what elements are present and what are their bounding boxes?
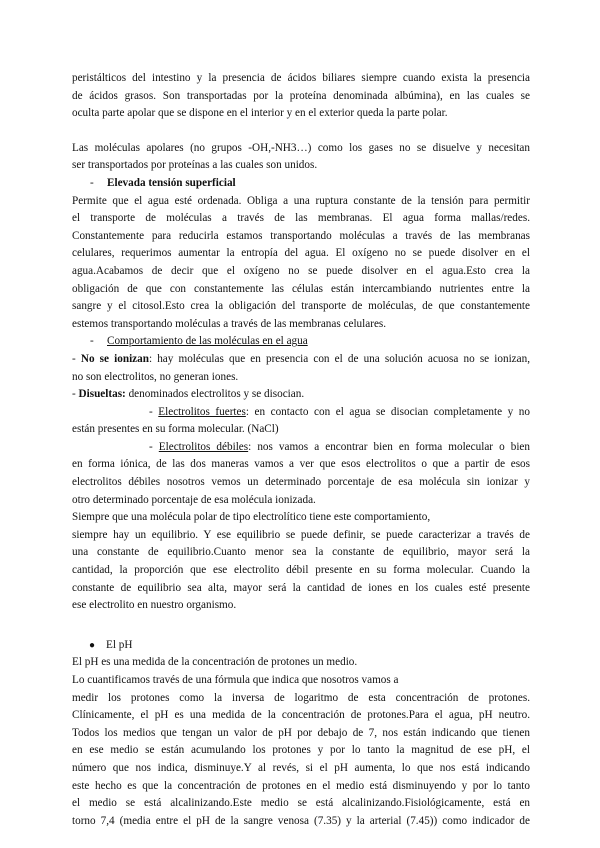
- heading-tension-superficial: [72, 175, 530, 193]
- paragraph-ph: [72, 654, 530, 830]
- text-rest: denominados electrolitos y se disocian.: [125, 388, 305, 401]
- text-line: cantidad, la proporción que ese electrolito débil presente en su forma molecular. Cuando la: [72, 564, 530, 577]
- text-line: este hecho es que la concentración de protones en el medio está disminuyendo y por lo tanto: [72, 779, 530, 792]
- text-line: celulares, requerimos aumentar la entropía del agua. El oxígeno no se puede disolver en el: [72, 247, 530, 260]
- text-rest: : hay moléculas que en presencia con el de una solución acuosa no se ionizan,: [148, 352, 530, 365]
- text-line: el medio se está alcalinizando.Este medio se está alcalinizando.Fisiológicamente, está en: [72, 797, 530, 810]
- text-rest: : nos vamos a encontrar bien en forma molecular o bien: [248, 440, 530, 453]
- text-line: Todos los medios que tengan un valor de pH por debajo de 7, nos están indicando que tienen: [72, 726, 530, 739]
- text-line: de ácidos grasos. Son transportadas por la proteína denominada albúmina), en las cuales se: [72, 89, 530, 102]
- text-line: el transporte de moléculas a través de las membranas. El agua forma mallas/redes.: [72, 212, 530, 225]
- item-electrolitos-fuertes: [72, 404, 530, 439]
- dash-marker: -: [72, 352, 81, 365]
- heading-text: Comportamiento de las moléculas en el agua: [107, 335, 308, 348]
- text-line: sangre y el citosol.Esto crea la obligación del transporte de moléculas, de que constantemente: [72, 300, 530, 313]
- dash-marker: -: [90, 176, 94, 189]
- bullet-icon: ●: [89, 639, 96, 651]
- text-line: medir los protones como la inversa de logaritmo de esta concentración de protones.: [72, 691, 530, 704]
- text-line: no son electrolitos, no generan iones.: [72, 370, 239, 383]
- term-no-ionizan: No se ionizan: [80, 352, 149, 365]
- text-line: siempre hay un equilibrio. Y ese equilibrio se puede definir, se puede caracterizar a través de: [72, 528, 530, 541]
- text-line: agua.Acabamos de decir que el oxígeno no se puede disolver en el agua.Esto crea la: [72, 264, 530, 277]
- text-line: otro determinado porcentaje de esa molécula ionizada.: [72, 493, 316, 506]
- heading-text: Elevada tensión superficial: [107, 176, 236, 189]
- text-line: en forma iónica, de las dos maneras vamos a ver que esos electrolitos o que a partir de esos: [72, 458, 530, 471]
- item-disueltas: [72, 386, 530, 404]
- text-line: obligación de que con constantemente las células están intercambiando nutrientes entre la: [72, 282, 530, 295]
- dash-marker: -: [149, 405, 159, 418]
- text-line: están presentes en su forma molecular. (NaCl): [72, 423, 279, 436]
- item-electrolitos-debiles: [72, 439, 530, 509]
- term-fuertes: Electrolitos fuertes: [158, 405, 246, 418]
- text-rest: : en contacto con el agua se disocian completamente y no: [245, 405, 530, 418]
- heading-ph: [72, 637, 530, 655]
- text-line: Las moléculas apolares (no grupos -OH,-NH3…) como los gases no se disuelve y necesitan: [72, 141, 530, 154]
- text-line: una constante de equilibrio.Cuanto menor sea la constante de equilibrio, mayor será la: [72, 546, 530, 559]
- text-line: [72, 404, 530, 422]
- paragraph-transport: [72, 70, 530, 123]
- text-line: Siempre que una molécula polar de tipo electrolítico tiene este comportamiento,: [72, 511, 431, 524]
- term-disueltas: Disueltas:: [78, 388, 126, 401]
- text-line: [72, 351, 530, 369]
- text-line: Lo cuantificamos través de una fórmula que indica que nosotros vamos a: [72, 674, 399, 686]
- text-line: oculta parte apolar que se dispone en el interior y en el exterior queda la parte polar.: [72, 107, 448, 120]
- text-line: peristálticos del intestino y la presencia de ácidos biliares siempre cuando exista la presencia: [72, 72, 530, 84]
- dash-marker: -: [72, 388, 79, 401]
- dash-marker: -: [90, 335, 94, 348]
- heading-text: El pH: [106, 638, 133, 651]
- text-line: número que nos indica, disminuye.Y al revés, si el pH aumenta, lo que nos está indicando: [72, 761, 530, 774]
- text-line: electrolitos débiles nosotros vemos un determinado porcentaje de esa molécula sin ionizar y: [72, 476, 530, 489]
- paragraph-tension: [72, 193, 530, 334]
- text-line: [72, 386, 530, 404]
- text-line: constante de equilibrio sea alta, mayor será la cantidad de iones en los cuales esté presente: [72, 581, 530, 594]
- text-line: Constantemente para reducirla estamos transportando moléculas a través de las membranas: [72, 229, 530, 242]
- heading-comportamiento: [72, 333, 530, 351]
- text-line: Clínicamente, el pH es una medida de la concentración de protones.Para el agua, pH neutro.: [72, 709, 530, 722]
- dash-marker: -: [149, 440, 159, 453]
- paragraph-apolar: [72, 140, 530, 175]
- text-line: Permite que el agua esté ordenada. Obliga a una ruptura constante de la tensión para permitir: [72, 194, 530, 207]
- text-line: [72, 439, 530, 457]
- item-no-ionizan: [72, 351, 530, 386]
- text-line: estemos transportando moléculas a través de las membranas celulares.: [72, 317, 387, 330]
- paragraph-equilibrio: [72, 509, 530, 615]
- text-line: en ese medio se están acumulando los protones y por lo tanto la magnitud de ese pH, el: [72, 744, 530, 757]
- text-line: El pH es una medida de la concentración de protones un medio.: [72, 656, 358, 669]
- text-line: torno 7,4 (media entre el pH de la sangre venosa (7.35) y la arterial (7.45)) como indicador de: [72, 814, 530, 827]
- text-line: ese electrolito en nuestro organismo.: [72, 599, 237, 612]
- term-debiles: Electrolitos débiles: [158, 440, 249, 453]
- text-line: ser transportados por proteínas a las cuales son unidos.: [72, 159, 318, 172]
